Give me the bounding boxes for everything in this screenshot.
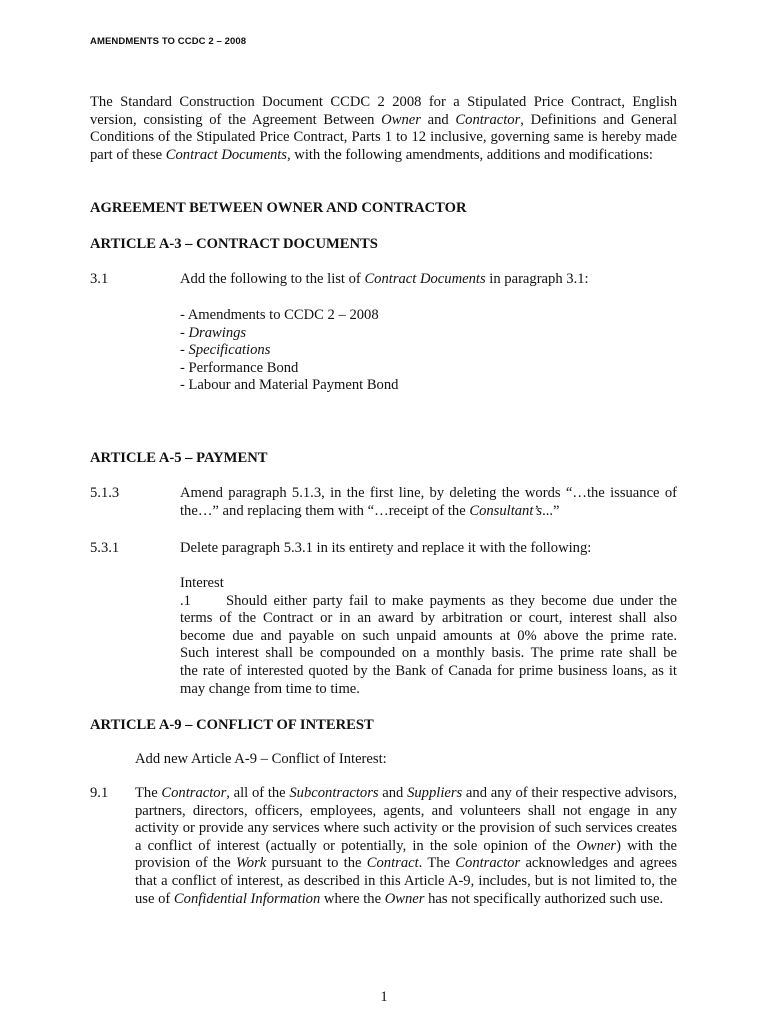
term-contractor: Contractor [455, 111, 521, 128]
interest-line-5: the rate of interested quoted by the Bank of Canada for prime business loans, as it [180, 662, 677, 679]
clause-3-1-term: Contract Documents [364, 271, 486, 287]
heading-article-a3: ARTICLE A-3 – CONTRACT DOCUMENTS [90, 236, 378, 252]
interest-line-1: .1 Should either party fail to make payments as they become due under the [180, 592, 677, 609]
running-header: AMENDMENTS TO CCDC 2 – 2008 [90, 36, 247, 47]
interest-line-6: may change from time to time. [180, 680, 360, 697]
intro-text-2: , Definitions and General Conditions of the Stipulated Price Contract, Parts 1 to 12 inclusive, governing same is hereby made part of these [90, 111, 678, 163]
term-owner: Owner [381, 111, 421, 128]
clause-5-1-3-text [180, 485, 677, 520]
clause-number-5-1-3: 5.1.3 [90, 485, 120, 501]
heading-agreement: AGREEMENT BETWEEN OWNER AND CONTRACTOR [90, 200, 467, 216]
list-item: - Specifications [180, 342, 271, 359]
clause-3-1-text-a: Add the following to the list of [180, 271, 365, 287]
article-a9-intro: Add new Article A-9 – Conflict of Interest: [135, 751, 387, 767]
interest-line-4: Such interest shall be compounded on a monthly basis. The prime rate shall be [180, 645, 677, 662]
list-item: - Labour and Material Payment Bond [180, 377, 399, 394]
interest-clause [180, 575, 677, 698]
clause-5-3-1-text: Delete paragraph 5.3.1 in its entirety and replace it with the following: [180, 540, 592, 556]
clause-number-3-1: 3.1 [90, 271, 109, 287]
intro-text-and: and [420, 111, 456, 128]
clause-3-1-text [180, 271, 677, 289]
clause-9-1-text: The Contractor, all of the Subcontractors and Suppliers and any of their respective advisors, partners, directors, officers, employees, agents, and volunteers shall not engage in any activity or provide any services where such activity or the provision of such services creates a conflict of interest (actually or potentially, in the sole opinion of the Owner) with the provision of the Work pursuant to the Contract. The Contractor acknowledges and agrees that a conflict of interest, as described in this Article A-9, includes, but is not limited to, the use of Confidential Information where the Owner has not specifically authorized such use. [135, 785, 677, 907]
list-item: - Performance Bond [180, 359, 299, 376]
contract-documents-list [180, 307, 677, 395]
term-contract-documents: Contract Documents [165, 146, 287, 163]
list-item: - Amendments to CCDC 2 – 2008 [180, 307, 379, 323]
interest-clause-number: .1 [180, 592, 191, 609]
clause-number-5-3-1: 5.3.1 [90, 540, 120, 556]
interest-title: Interest [180, 575, 224, 591]
clause-5-1-3-line-2: the…” and replacing them with “…receipt of the Consultant’s...” [180, 502, 560, 519]
heading-article-a9: ARTICLE A-9 – CONFLICT OF INTEREST [90, 717, 374, 733]
intro-paragraph [90, 94, 677, 164]
clause-3-1-text-b: in paragraph 3.1: [485, 271, 589, 287]
list-item: - Drawings [180, 324, 247, 341]
intro-text-3: , with the following amendments, additions and modifications: [286, 146, 653, 163]
clause-number-9-1: 9.1 [90, 785, 109, 801]
heading-article-a5: ARTICLE A-5 – PAYMENT [90, 450, 268, 466]
interest-line-3: become due and payable on such unpaid amounts at 0% above the prime rate. [180, 627, 677, 644]
clause-5-1-3-line-1: Amend paragraph 5.1.3, in the first line, by deleting the words “…the issuance of [180, 485, 677, 501]
page-number: 1 [380, 989, 388, 1005]
interest-line-2: terms of the Contract or in an award by arbitration or court, interest shall also [180, 610, 677, 627]
intro-text-1: The Standard Construction Document CCDC 2 2008 for a Stipulated Price Contract, English version, consisting of the Agreement Between [90, 94, 677, 128]
